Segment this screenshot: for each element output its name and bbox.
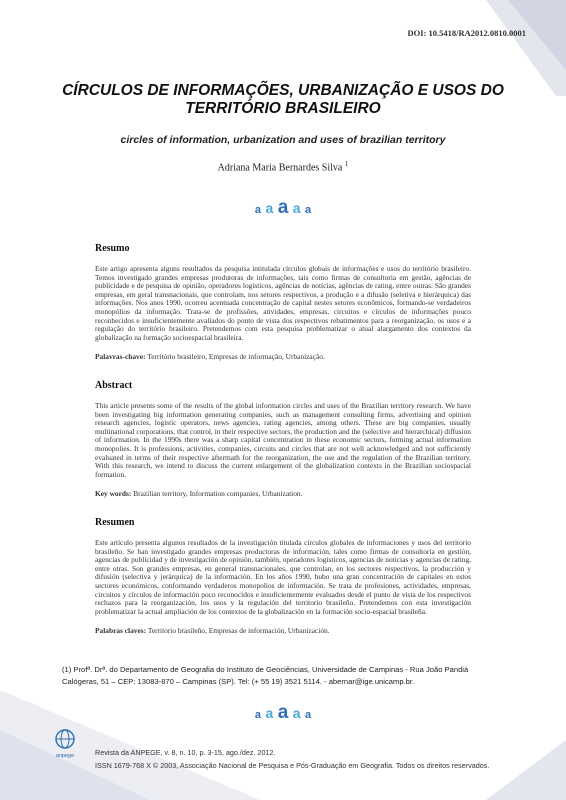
anpege-logo: [50, 728, 80, 759]
resumen-keywords-text: Territorio brasileño, Empresas de información, Urbanización.: [147, 626, 330, 636]
abstract-heading: Abstract: [95, 380, 133, 391]
resumo-keywords-text: Território brasileiro, Empresas de informação, Urbanização.: [147, 352, 325, 362]
doi-label: DOI: 10.5418/RA2012.0810.0001: [407, 28, 526, 38]
abstract-body: This article presents some of the results of the global information circles and uses of the Brazilian territory research. We have been investigating big information generating companies, such as management consulting firms, advertising and opinion research agencies, logistic operators, news agencies, rating agencies, among others. These are big companies, usually multinational corporations, that control, in their respective sectors, the production and the (selective and hierarchical) diffusion of information. In the 1990s there was a sharp capital concentration in these economic sectors, forming actual information monopolies. It is professions, activities, companies, circuits and circles that are not well acknowledged and not sufficiently evaluated in terms of their respective aftermath for the reorganization, the use and the regulation of the Brazilian territory. With this research, we intend to discuss the current enlargement of the globalization contexts in the Brazilian sociospacial formation.: [95, 401, 471, 479]
journal-copyright: ISSN 1679-768 X © 2003, Associação Nacional de Pesquisa e Pós-Graduação em Geografia. Todos os direitos reservados.: [95, 761, 490, 770]
resumo-heading: Resumo: [95, 243, 130, 254]
author-footnote: [62, 664, 518, 688]
logo-letter: a: [292, 705, 301, 721]
author-name: Adriana Maria Bernardes Silva: [217, 162, 343, 174]
logo-letter: a: [277, 702, 289, 723]
abstract-keywords-label: Key words:: [95, 489, 132, 499]
resumen-keywords-label: Palabras claves:: [95, 626, 147, 636]
anpege-label: anpege: [55, 753, 75, 759]
article-subtitle: circles of information, urbanization and uses of brazilian territory: [120, 134, 446, 146]
anpege-globe-icon: [52, 728, 78, 750]
journal-logo-bottom: [0, 703, 566, 725]
author-line: [40, 160, 526, 173]
logo-letter: a: [292, 200, 301, 216]
article-title: [60, 82, 506, 118]
resumen-body: Este artículo presenta algunos resultados de la investigación titulada círculos globales de informaciones y usos del territorio brasileño. Se han investigado grandes empresas productoras de información, tales como firmas de consultoría en gestión, agencias de publicidad y de investigación de opinión, también, operadores logísticos, agencias de noticias y agencias de rating, entre otras. Son grandes empresas, en general transnacionales, que controlan, en los sectores respectivos, la producción y difusión (selectiva y jerárquica) de la información. En los años 1990, hubo una gran concentración de capitales en estos sectores económicos, conformando verdaderos monopolios de información. Se trata de profesiones, actividades, empresas, circuitos y círculos de información poco reconocidos e insuficientemente evaluados desde el punto de vista de los respectivos rechazos para la reorganización, los usos y la regulación del territorio brasileño. Pretendemos con esta investigación problematizar la actual ampliación de los contextos de la globalización en la formación socio-espacial brasileña.: [95, 538, 471, 616]
article-title-line-1: CÍRCULOS DE INFORMAÇÕES, URBANIZAÇÃO E USOS DO: [62, 82, 504, 99]
logo-letter: a: [265, 200, 274, 216]
resumo-body: Este artigo apresenta alguns resultados da pesquisa intitulada círculos globais de informações e usos do território brasileiro. Temos investigado grandes empresas produtoras de informações, tais como firmas de consultoria em gestão, agências de publicidade e de pesquisa de opinião, operadores logísticos, agências de notícias, agências de rating, entre outras. São grandes empresas, em geral transnacionais, que controlam, nos setores respectivos, a produção e a difusão (seletiva e hierárquica) das informações. Nos anos 1990, ocorreu acentuada concentração de capital nestes setores econômicos, formando-se verdadeiros monopólios da informação. Trata-se de profissões, atividades, empresas, circuitos e círculos de informações pouco reconhecidos e insuficientemente avaliados do ponto de vista dos respectivos rebatimentos para a reorganização, os usos e a regulação do território brasileiro. Pretendemos com esta pesquisa problematizar o atual alargamento dos contextos da globalização na formação socioespacial brasileira.: [95, 264, 471, 342]
resumo-section: [95, 243, 471, 361]
resumo-keywords-label: Palavras-chave:: [95, 352, 146, 362]
resumen-heading: Resumen: [95, 517, 135, 528]
logo-letter: a: [265, 705, 274, 721]
abstract-keywords: [95, 489, 471, 498]
resumen-section: [95, 517, 471, 635]
logo-letter: a: [277, 197, 289, 218]
journal-citation: Revista da ANPEGE, v. 8, n. 10, p. 3-15, ago./dez. 2012.: [95, 748, 276, 757]
journal-logo-top: [0, 198, 566, 220]
logo-letter: a: [254, 204, 261, 216]
author-footnote-mark: 1: [344, 160, 349, 168]
footnote-line-2: Calógeras, 51 – CEP: 13083-870 – Campinas (SP). Tel: (+ 55 19) 3521 5114. - abernar@ige.unicamp.br.: [62, 677, 415, 686]
resumen-keywords: [95, 626, 471, 635]
abstract-section: [95, 380, 471, 498]
journal-info: [95, 746, 489, 772]
logo-letter: a: [304, 709, 312, 721]
logo-letter: a: [304, 204, 312, 216]
resumo-keywords: [95, 352, 471, 361]
article-title-line-2: TERRITÓRIO BRASILEIRO: [185, 100, 381, 117]
footnote-line-1: (1) Profª. Drª. do Departamento de Geografia do Instituto de Geociências, Universidade de Campinas - Rua João Pandiá: [62, 665, 469, 674]
abstract-keywords-text: Brazilian territory, Information companies, Urbanization.: [133, 489, 303, 499]
logo-letter: a: [254, 709, 261, 721]
